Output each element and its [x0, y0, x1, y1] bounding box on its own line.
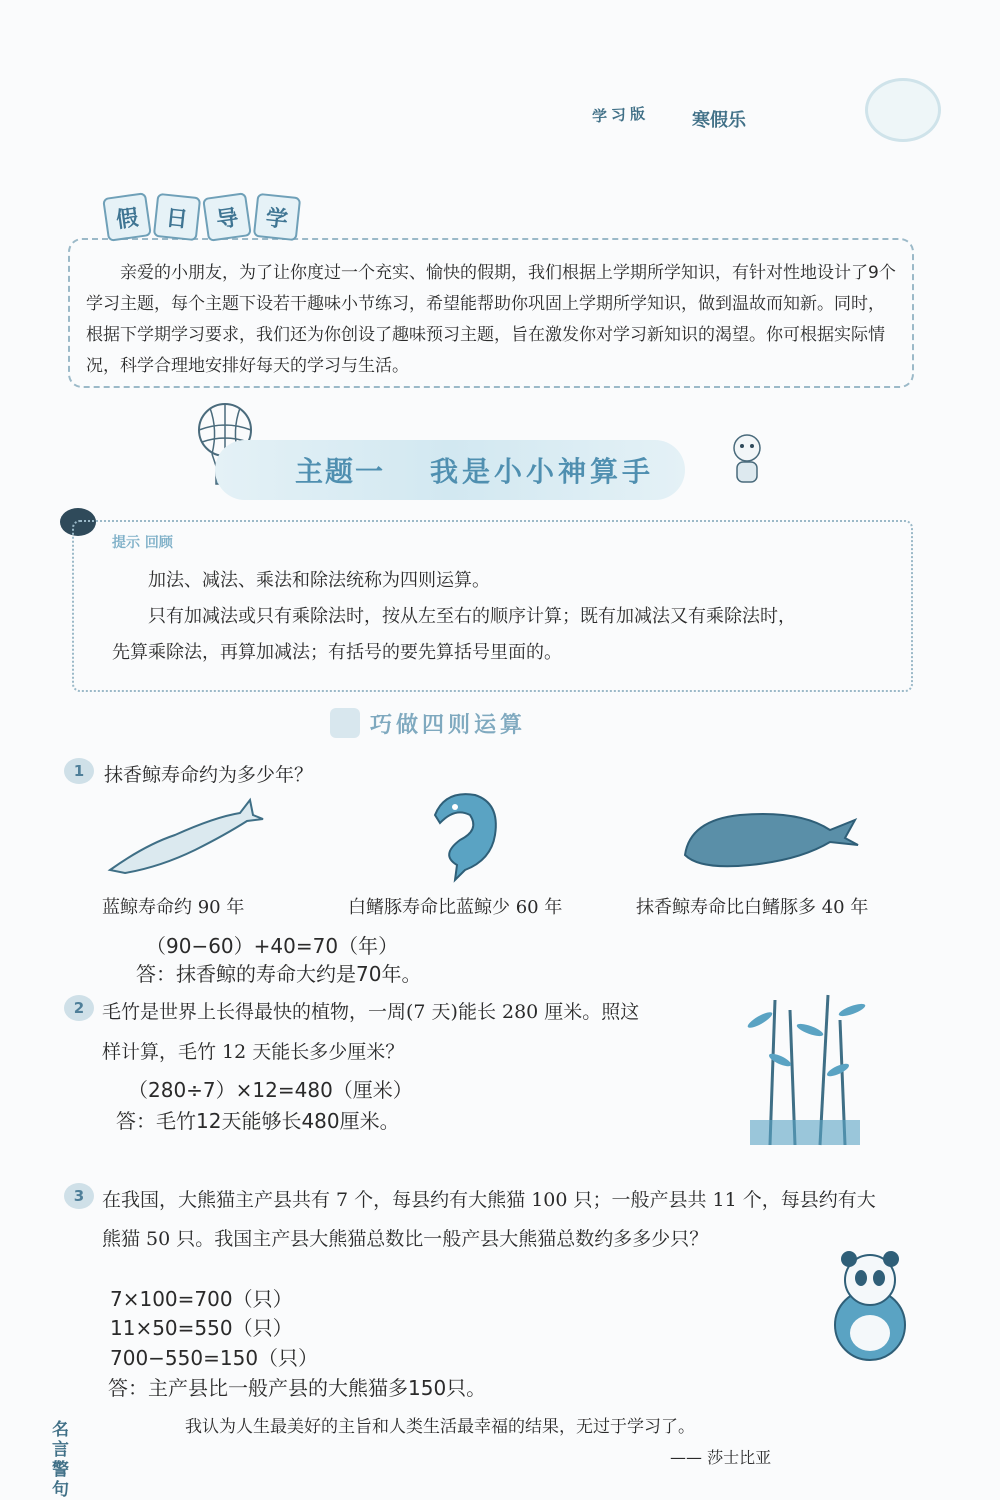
- hint-content: [112, 563, 892, 671]
- hint-line: 只有加减法或只有乘除法时，按从左至右的顺序计算；既有加减法又有乘除法时，: [148, 606, 796, 627]
- panda-icon: [825, 1245, 915, 1365]
- intro-tag: 学: [253, 193, 301, 241]
- sperm-whale-icon: [680, 800, 860, 880]
- dolphin-icon: [415, 785, 515, 885]
- question-number: 2: [64, 995, 94, 1021]
- quote-text: 我认为人生最美好的主旨和人类生活最幸福的结果，无过于学习了。: [185, 1417, 695, 1437]
- question-text: 熊猫 50 只。我国主产县大熊猫总数比一般产县大熊猫总数约多多少只？: [102, 1228, 709, 1250]
- work-line: （280÷7）×12=480（厘米）: [128, 1078, 413, 1102]
- brand-label: 寒假乐: [692, 110, 746, 131]
- intro-paragraph: 亲爱的小朋友，为了让你度过一个充实、愉快的假期，我们根据上学期所学知识，有针对性地设计了9个学习主题，每个主题下设若干趣味小节练习，希望能帮助你巩固上学期所学知识，做到温故而知新。同时，根据下学期学习要求，我们还为你创设了趣味预习主题，旨在激发你对学习新知识的渴望。你可根据实际情况，科学合理地安排好每天的学习与生活。: [86, 263, 896, 376]
- question-number: 3: [64, 1183, 94, 1209]
- edition-label: 学习版: [591, 104, 650, 126]
- mascot-logo-icon: [865, 78, 941, 142]
- theme-label: 主题一: [295, 455, 386, 488]
- bamboo-icon: [740, 990, 870, 1150]
- question-number: 1: [64, 758, 94, 784]
- dolphin-caption: 白鳍豚寿命比蓝鲸少 60 年: [348, 897, 563, 918]
- hint-line: 先算乘除法，再算加减法；有括号的要先算括号里面的。: [112, 642, 562, 663]
- work-line: 11×50=550（只）: [110, 1316, 293, 1340]
- hint-label: 提示 回顾: [112, 535, 173, 551]
- quote-label: 名言警句: [52, 1420, 69, 1500]
- cartoon-child-icon: [722, 430, 772, 490]
- work-line: 700−550=150（只）: [110, 1346, 319, 1370]
- puzzle-icon: [330, 708, 360, 738]
- intro-tags: [105, 195, 299, 239]
- answer-line: 答：抹香鲸的寿命大约是70年。: [136, 962, 422, 986]
- answer-line: 答：主产县比一般产县的大熊猫多150只。: [108, 1376, 487, 1400]
- hint-line: 加法、减法、乘法和除法统称为四则运算。: [148, 570, 490, 591]
- whale-caption: 蓝鲸寿命约 90 年: [102, 897, 245, 918]
- question-text: 毛竹是世界上长得最快的植物，一周(7 天)能长 280 厘米。照这: [102, 1001, 640, 1023]
- sperm-whale-caption: 抹香鲸寿命比白鳍豚多 40 年: [636, 897, 869, 918]
- intro-tag: 假: [102, 192, 152, 242]
- question-text: 样计算，毛竹 12 天能长多少厘米？: [102, 1041, 405, 1063]
- work-line: 7×100=700（只）: [110, 1287, 293, 1311]
- blue-whale-icon: [105, 795, 265, 880]
- answer-line: 答：毛竹12天能够长480厘米。: [116, 1109, 400, 1133]
- section-title: 巧做四则运算: [370, 713, 527, 738]
- theme-title: 我是小小神算手: [430, 455, 655, 488]
- question-text: 在我国，大熊猫主产县共有 7 个，每县约有大熊猫 100 只；一般产县共 11 个，每县约有大: [102, 1189, 876, 1211]
- question-text: 抹香鲸寿命约为多少年？: [104, 764, 314, 786]
- quote-author: —— 莎士比亚: [670, 1448, 772, 1467]
- intro-tag: 导: [202, 192, 252, 242]
- work-line: （90−60）+40=70（年）: [146, 934, 399, 958]
- intro-tag: 日: [153, 193, 201, 241]
